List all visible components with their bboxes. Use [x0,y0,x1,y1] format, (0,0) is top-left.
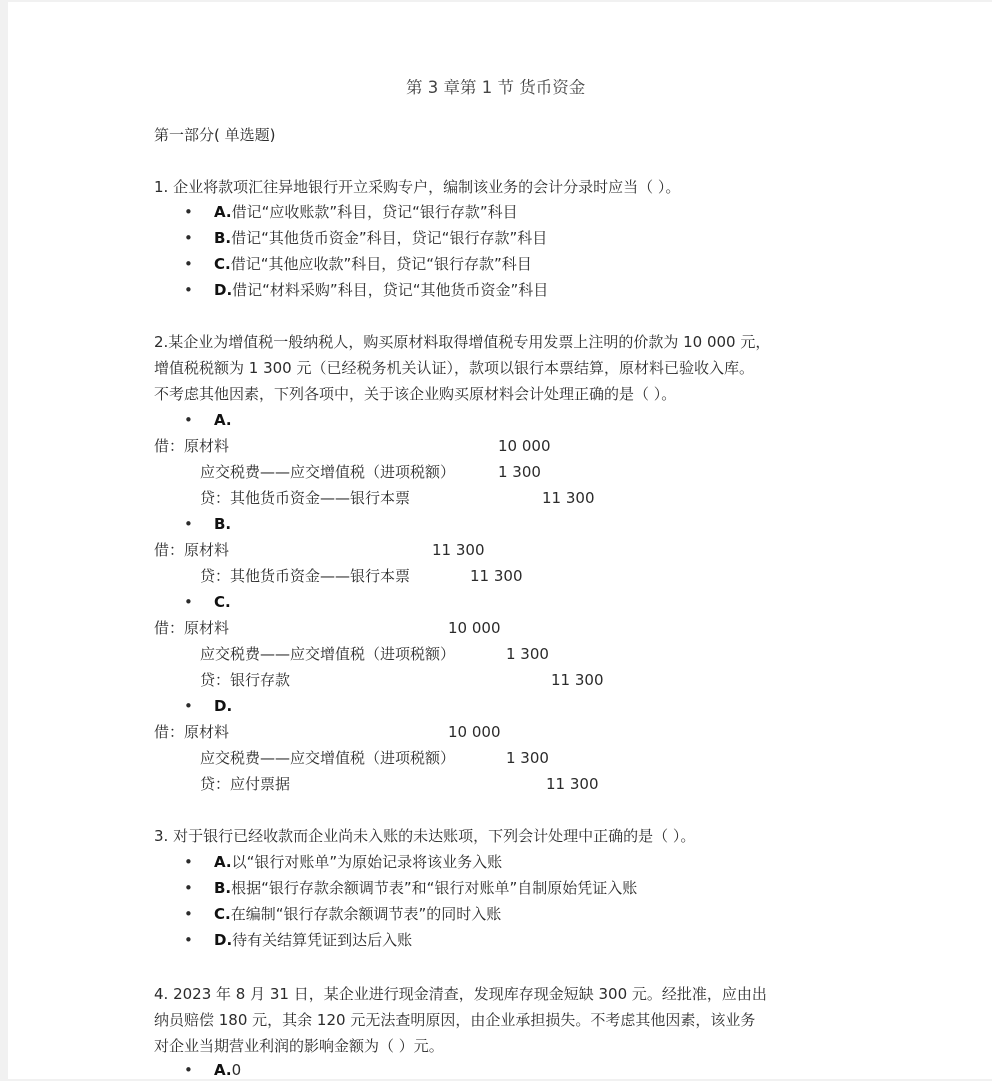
question-4-stem-line: 对企业当期营业利润的影响金额为（ ）元。 [154,1037,444,1055]
page-title: 第 3 章第 1 节 货币资金 [406,78,586,97]
bullet-icon: • [184,879,193,897]
entry-credit-label: 贷：银行存款 [200,671,291,689]
entry-credit-label: 贷：其他货币资金——银行本票 [200,567,411,585]
entry-amount: 10 000 [448,619,501,637]
bullet-icon: • [184,203,193,221]
entry-debit-label: 应交税费——应交增值税（进项税额） [200,463,456,481]
entry-debit-label: 借：原材料 [154,541,230,559]
option-letter: A. [214,853,232,871]
bullet-icon: • [184,281,193,299]
option-text: 以“银行对账单”为原始记录将该业务入账 [231,853,503,871]
bullet-icon: • [184,515,193,533]
option-text: 借记“材料采购”科目，贷记“其他货币资金”科目 [232,281,549,299]
entry-debit-label: 应交税费——应交增值税（进项税额） [200,645,456,663]
option-letter: C. [214,905,231,923]
option-text: 借记“其他货币资金”科目，贷记“银行存款”科目 [231,229,548,247]
option-letter: D. [214,931,233,949]
section-heading: 第一部分( 单选题) [154,126,276,144]
entry-amount: 11 300 [470,567,523,585]
option-letter: D. [214,281,233,299]
entry-amount: 1 300 [498,463,541,481]
document-page [8,2,992,1079]
question-4-stem-line: 4. 2023 年 8 月 31 日，某企业进行现金清查，发现库存现金短缺 300 元。经批准，应由出 [154,985,767,1003]
option-text: 借记“应收账款”科目，贷记“银行存款”科目 [231,203,518,221]
question-4-stem-line: 纳员赔偿 180 元，其余 120 元无法查明原因，由企业承担损失。不考虑其他因素，该业务 [154,1011,756,1029]
option-letter: A. [214,203,232,221]
option-text: 待有关结算凭证到达后入账 [232,931,413,949]
option-letter: C. [214,593,231,611]
question-2-stem-line: 2.某企业为增值税一般纳税人，购买原材料取得增值税专用发票上注明的价款为 10 000 元， [154,333,771,351]
bullet-icon: • [184,255,193,273]
entry-amount: 11 300 [432,541,485,559]
entry-debit-label: 借：原材料 [154,619,230,637]
entry-amount: 11 300 [542,489,595,507]
entry-debit-label: 应交税费——应交增值税（进项税额） [200,749,456,767]
bullet-icon: • [184,229,193,247]
option-text: 在编制“银行存款余额调节表”的同时入账 [230,905,502,923]
entry-amount: 11 300 [551,671,604,689]
entry-amount: 11 300 [546,775,599,793]
option-letter: B. [214,515,232,533]
question-2-stem-line: 增值税税额为 1 300 元（已经税务机关认证），款项以银行本票结算，原材料已验收入库。 [154,359,754,377]
entry-credit-label: 贷：其他货币资金——银行本票 [200,489,411,507]
entry-debit-label: 借：原材料 [154,437,230,455]
option-letter: D. [214,697,233,715]
bullet-icon: • [184,931,193,949]
entry-amount: 1 300 [506,645,549,663]
option-letter: A. [214,411,232,429]
bullet-icon: • [184,853,193,871]
bullet-icon: • [184,411,193,429]
bullet-icon: • [184,1061,193,1079]
bullet-icon: • [184,697,193,715]
option-letter: B. [214,229,232,247]
question-2-stem-line: 不考虑其他因素，下列各项中，关于该企业购买原材料会计处理正确的是（ ）。 [154,385,677,403]
option-letter: C. [214,255,231,273]
bullet-icon: • [184,593,193,611]
option-text: 0 [231,1061,242,1079]
entry-amount: 1 300 [506,749,549,767]
entry-credit-label: 贷：应付票据 [200,775,291,793]
entry-amount: 10 000 [498,437,551,455]
question-3-stem: 3. 对于银行已经收款而企业尚未入账的未达账项，下列会计处理中正确的是（ ）。 [154,827,696,845]
question-1-stem: 1. 企业将款项汇往异地银行开立采购专户，编制该业务的会计分录时应当（ ）。 [154,178,681,196]
option-text: 根据“银行存款余额调节表”和“银行对账单”自制原始凭证入账 [231,879,638,897]
bullet-icon: • [184,905,193,923]
option-text: 借记“其他应收款”科目，贷记“银行存款”科目 [230,255,532,273]
option-letter: B. [214,879,232,897]
option-letter: A. [214,1061,232,1079]
entry-amount: 10 000 [448,723,501,741]
entry-debit-label: 借：原材料 [154,723,230,741]
